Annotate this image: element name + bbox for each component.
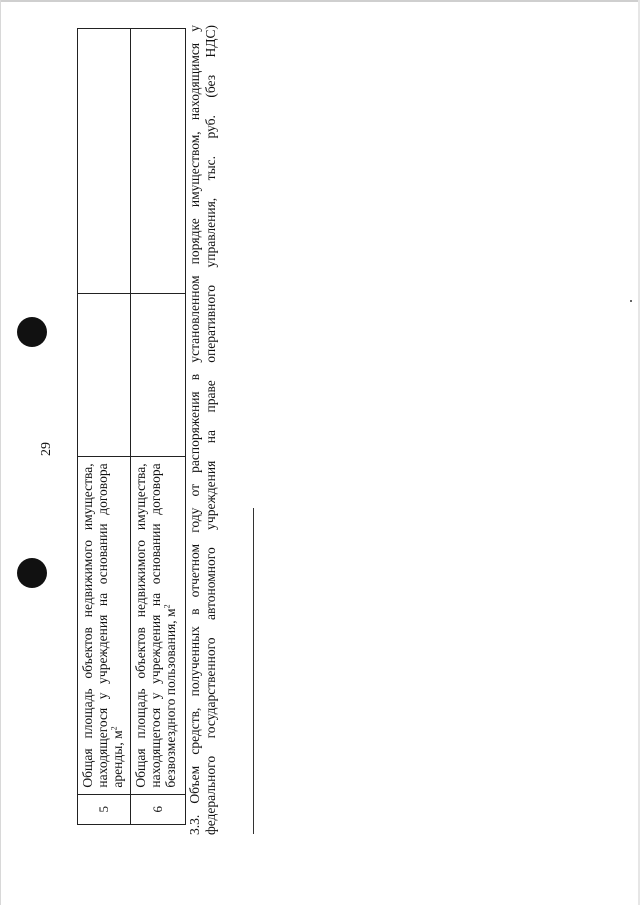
paragraph-line: федерального государственного автономного учреждения на праве оперативного управления, тыс. руб. (без НДС) <box>203 25 218 835</box>
row-description-text: Общая площадь объектов недвижимого имущества, находящегося у учреждения на основании договора безвозмездного пользования, м <box>133 463 178 788</box>
scan-speck <box>630 300 632 302</box>
property-table <box>77 28 186 825</box>
page-number: 29 <box>39 442 54 456</box>
paragraph-line: 3.3. Объем средств, полученных в отчетном году от распоряжения в установленном порядке имуществом, находящимся у <box>187 25 202 835</box>
table-row <box>131 29 186 825</box>
row-number: 5 <box>78 794 131 824</box>
row-description-text: Общая площадь объектов недвижимого имущества, находящегося у учреждения на основании договора аренды, м <box>80 463 125 788</box>
fill-in-underline <box>253 508 254 834</box>
unit-superscript: 2 <box>109 726 119 731</box>
rotated-page-content <box>35 25 595 870</box>
scan-edge-top <box>0 0 640 2</box>
paragraph-3-3 <box>187 25 219 835</box>
row-description <box>131 457 186 794</box>
value-cell <box>131 294 186 457</box>
row-number: 6 <box>131 794 186 824</box>
value-cell <box>131 29 186 294</box>
unit-superscript: 2 <box>162 604 172 609</box>
table-row <box>78 29 131 825</box>
value-cell <box>78 29 131 294</box>
value-cell <box>78 294 131 457</box>
scan-edge-left <box>0 0 1 905</box>
row-description <box>78 457 131 794</box>
